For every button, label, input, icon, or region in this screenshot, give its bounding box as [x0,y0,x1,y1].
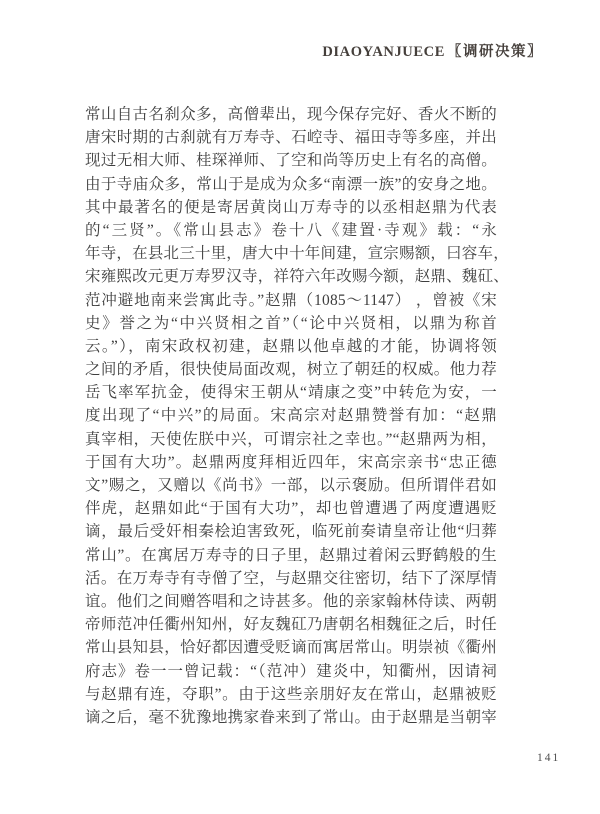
text-line: 现过无相大师、桂琛禅师、了空和尚等历史上有名的高僧。 [85,152,497,170]
text-line: 度出现了“中兴”的局面。宋高宗对赵鼎赞誉有加：“赵鼎 [85,407,497,425]
text-line: 伴虎，赵鼎如此“于国有大功”，却也曾遭遇了两度遭遇贬 [85,500,497,518]
text-line: 唐宋时期的古刹就有万寿寺、石崆寺、福田寺等多座，并出 [85,129,497,147]
text-line: 由于寺庙众多，常山于是成为众多“南漂一族”的安身之地。 [85,175,497,193]
text-line: 常山自古名刹众多，高僧辈出，现今保存完好、香火不断的 [85,106,497,123]
text-line: 的“三贤”。《常山县志》卷十八《建置·寺观》载：“永 [85,221,497,239]
text-line: 常山”。在寓居万寿寺的日子里，赵鼎过着闲云野鹤般的生 [85,546,497,564]
journal-name: 〖调研决策〗 [447,44,543,60]
text-line: 谊。他们之间赠答唱和之诗甚多。他的亲家翰林侍读、两朝 [85,592,497,610]
text-line: 谪，最后受奸相秦桧迫害致死，临死前奏请皇帝让他“归葬 [85,523,497,541]
running-head [322,40,543,61]
text-line: 范冲避地南来尝寓此寺。”赵鼎（1085～1147） ，曾被《宋 [85,291,497,309]
text-line: 宋雍熙改元更万寿罗汉寺，祥符六年改赐今额，赵鼎、魏矼、 [85,268,509,286]
text-line: 谪之后，毫不犹豫地携家眷来到了常山。由于赵鼎是当朝宰 [85,708,497,726]
text-line: 帝师范冲任衢州知州，好友魏矼乃唐朝名相魏征之后，时任 [85,616,497,634]
text-line: 府志》卷一一曾记载：“（范冲）建炎中，知衢州，因请祠 [85,662,497,680]
text-line: 常山县知县，恰好都因遭受贬谪而寓居常山。明崇祯《衢州 [85,639,497,657]
journal-code: DIAOYANJUECE [322,44,445,60]
text-line: 文”赐之，又赠以《尚书》一部，以示褒励。但所谓伴君如 [85,477,497,494]
text-line: 史》誉之为“中兴贤相之首”（“论中兴贤相，以鼎为称首 [85,314,497,332]
text-line: 与赵鼎有连，夺职”。由于这些亲朋好友在常山，赵鼎被贬 [85,685,497,703]
body-text-block [85,103,509,729]
text-line: 之间的矛盾，很快使局面改观，树立了朝廷的权威。他力荐 [85,361,497,379]
text-line: 其中最著名的便是寄居黄岗山万寿寺的以丞相赵鼎为代表 [85,198,497,216]
text-line: 活。在万寿寺有寺僧了空，与赵鼎交往密切，结下了深厚情 [85,569,497,587]
text-line: 云。”），南宋政权初建，赵鼎以他卓越的才能，协调将领 [85,337,497,355]
text-line: 岳飞率军抗金，使得宋王朝从“靖康之变”中转危为安，一 [85,384,497,402]
text-line: 真宰相，天使佐朕中兴，可谓宗社之幸也。”“赵鼎两为相， [85,430,497,448]
page-number: 141 [537,752,561,764]
text-line: 于国有大功”。赵鼎两度拜相近四年，宋高宗亲书“忠正德 [85,453,497,471]
text-line: 年寺，在县北三十里，唐大中十年间建，宣宗赐额，曰容车， [85,245,509,263]
